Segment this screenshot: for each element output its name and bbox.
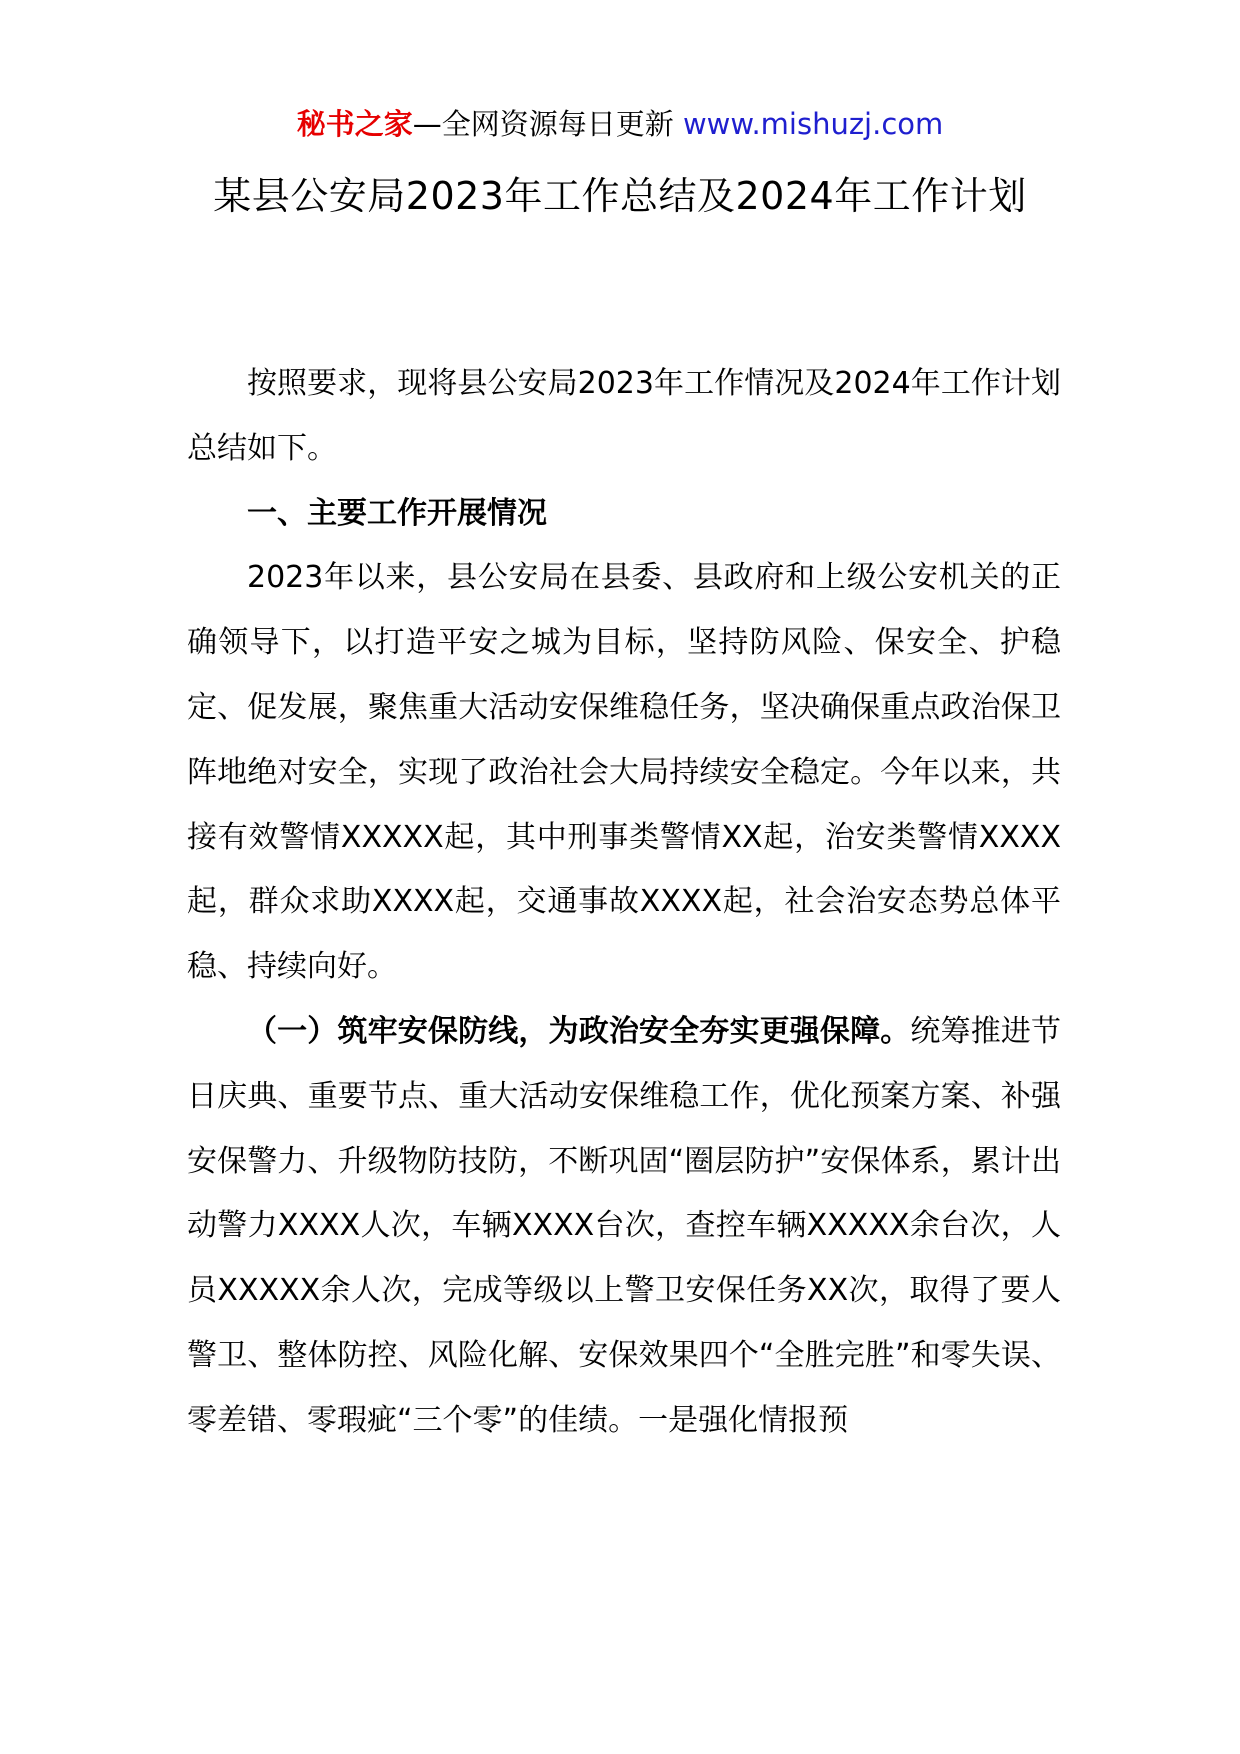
site-url[interactable]: www.mishuzj.com [682,107,944,141]
site-brand: 秘书之家 [296,107,413,141]
section-heading: 一、主要工作开展情况 [247,495,547,531]
subsection-lead: （一）筑牢安保防线，为政治安全夯实更强保障。 [247,1013,911,1049]
intro-paragraph: 按照要求，现将县公安局2023年工作情况及2024年工作计划总结如下。 [187,366,1061,466]
section-paragraph: 2023年以来，县公安局在县委、县政府和上级公安机关的正确领导下，以打造平安之城为目标，坚持防风险、保安全、护稳定、促发展，聚焦重大活动安保维稳任务，坚决确保重点政治保卫阵地绝对安全，实现了政治社会大局持续安全稳定。今年以来，共接有效警情XXXXX起，其中刑事类警情XX起，治安类警情XXXX起，群众求助XXXX起，交通事故XXXX起，社会治安态势总体平稳、持续向好。 [187,560,1061,985]
document-body [187,352,1061,1454]
subsection-text: 统筹推进节日庆典、重要节点、重大活动安保维稳工作，优化预案方案、补强安保警力、升级物防技防，不断巩固“圈层防护”安保体系，累计出动警力XXXX人次，车辆XXXX台次，查控车辆XXXXX余台次，人员XXXXX余人次，完成等级以上警卫安保任务XX次，取得了要人警卫、整体防控、风险化解、安保效果四个“全胜完胜”和零失误、零差错、零瑕疵“三个零”的佳绩。一是强化情报预 [187,1013,1062,1438]
subsection-paragraph [187,1000,1061,1454]
document-title: 某县公安局2023年工作总结及2024年工作计划 [213,174,1027,218]
site-slogan: —全网资源每日更新 [412,107,683,141]
site-header [0,104,1240,144]
